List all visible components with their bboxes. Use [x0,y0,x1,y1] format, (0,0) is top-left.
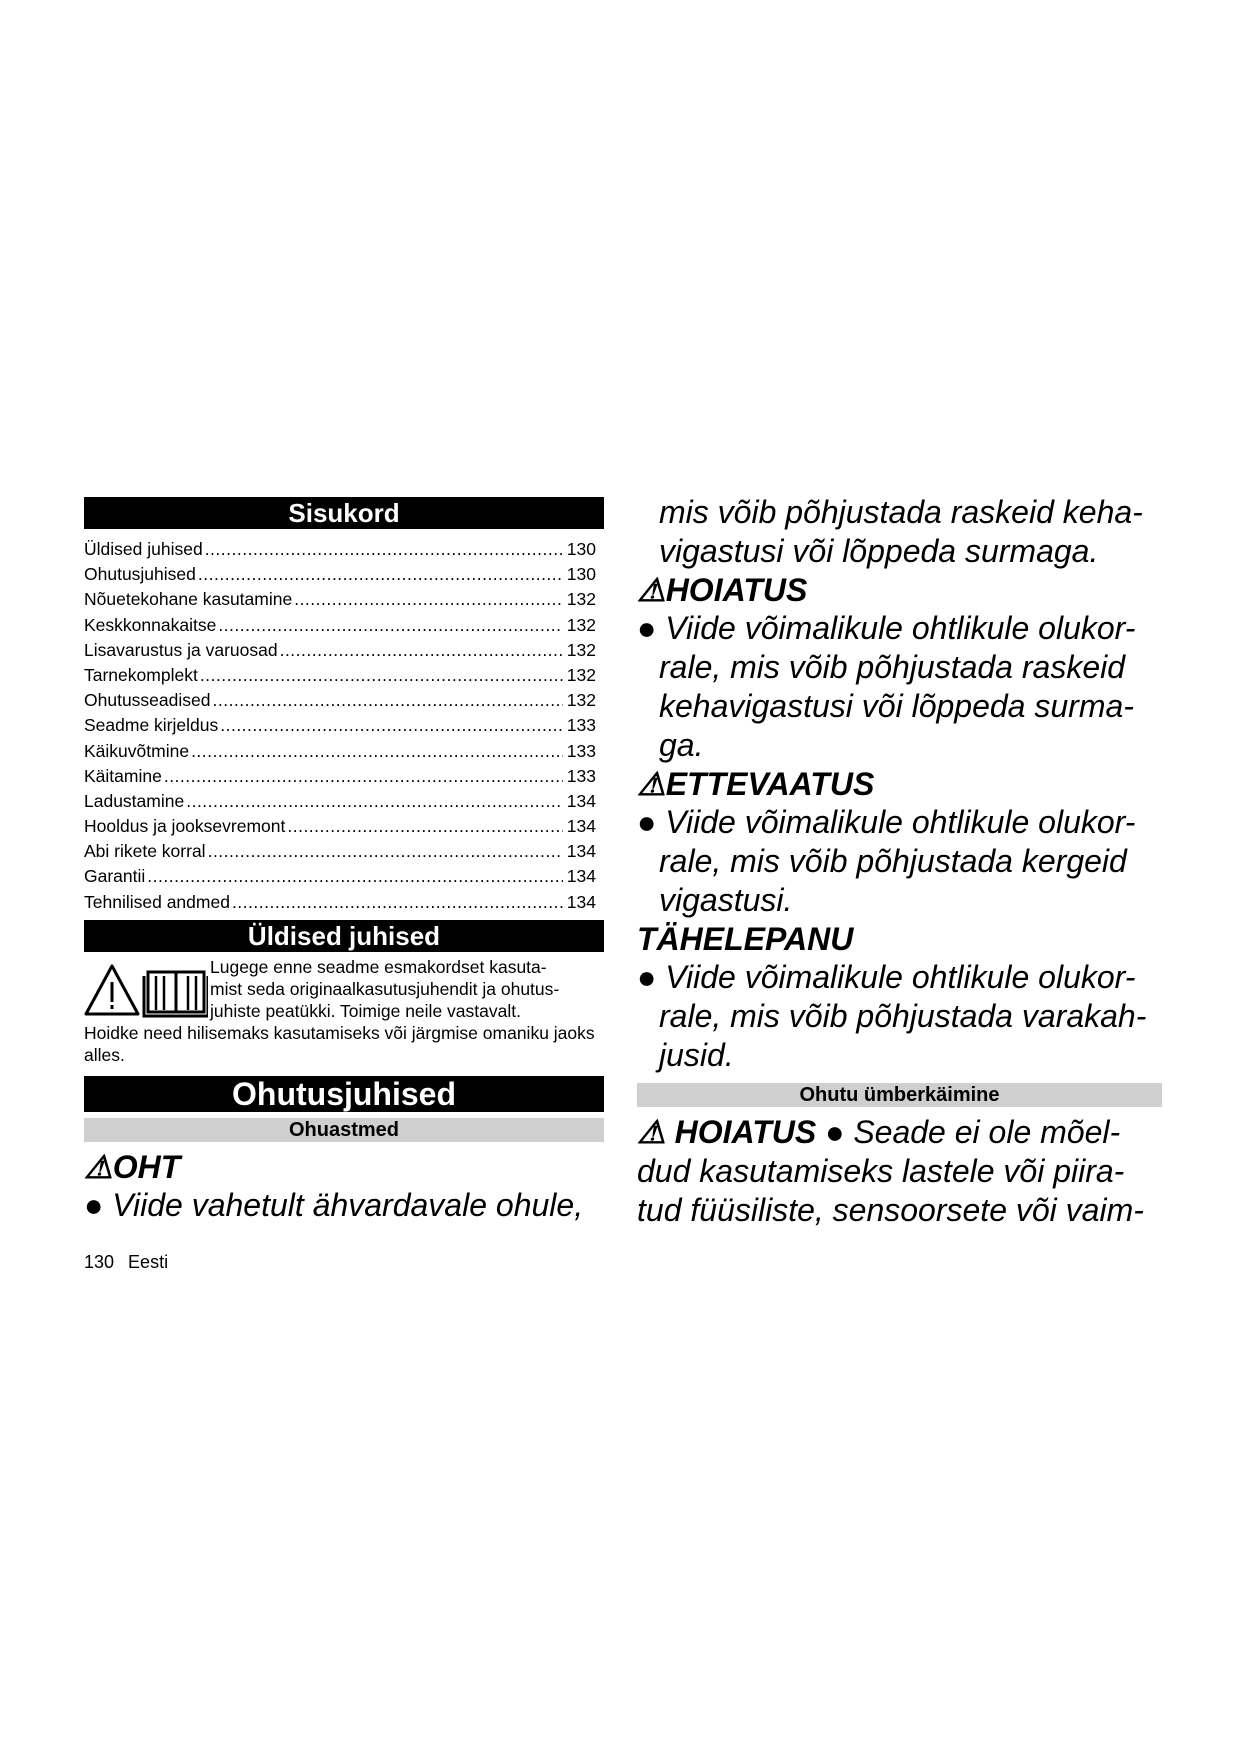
toc-item [84,690,604,715]
toc-item-title: Ohutusseadised [84,690,211,711]
left-column [84,497,604,1225]
toc-item [84,766,604,791]
notice-label: TÄHELEPANU [637,921,854,957]
toc-item-title: Käikuvõtmine [84,740,190,761]
toc-leader [287,816,562,837]
toc-item-title: Käitamine [84,765,162,786]
toc-leader [147,866,563,887]
handling-text-2: dud kasutamiseks lastele või piira- [637,1153,1125,1189]
warning-text-2: rale, mis võib põhjustada raskeid [659,649,1126,685]
toc-item [84,665,604,690]
toc-item-title: Seadme kirjeldus [84,715,219,736]
notice-text-2: rale, mis võib põhjustada varakah- [659,998,1147,1034]
toc-item-title: Üldised juhised [84,539,203,559]
caution-text-3: vigastusi. [659,882,793,918]
toc-leader [208,841,563,862]
toc-item-title: Nõuetekohane kasutamine [84,589,293,610]
toc-item-page: 133 [566,765,596,786]
safety-heading: Ohutusjuhised [84,1076,604,1112]
toc-item-title: Ladustamine [84,790,185,811]
toc-item-title: Garantii [84,866,146,887]
toc-item [84,791,604,816]
handling-warning-label: ⚠ HOIATUS [637,1114,817,1150]
toc-leader [212,690,562,711]
page-footer [84,1252,182,1273]
toc-item-title: Ohutusjuhised [84,564,196,585]
toc-item [84,640,604,665]
general-heading: Üldised juhised [84,920,604,952]
general-text-2: Hoidke need hilisemaks kasutamiseks või järgmise omaniku jaoks alles. [84,1022,595,1065]
toc-item-page: 134 [566,891,596,912]
toc-item-page: 134 [566,816,596,837]
notice-text-3: jusid. [659,1037,734,1073]
toc-leader [200,665,563,686]
footer-language: Eesti [128,1252,169,1272]
warning-label: ⚠HOIATUS [637,572,808,608]
toc-leader [198,564,563,585]
toc-item [84,841,604,866]
warning-text-3: kehavigastusi või lõppeda surma- [659,688,1134,724]
toc-item-title: Lisavarustus ja varuosad [84,639,278,660]
toc-item [84,866,604,891]
warning-and-manual-icon [84,960,208,1020]
danger-label: ⚠OHT [84,1148,181,1185]
toc-item [84,892,604,917]
toc-leader [294,589,563,610]
caution-text-2: rale, mis võib põhjustada kergeid [659,843,1127,879]
toc-item [84,741,604,766]
toc-item [84,816,604,841]
general-intro [84,956,604,1066]
toc-leader [164,766,563,787]
toc-item-title: Tarnekomplekt [84,664,198,685]
toc-item-title: Hooldus ja jooksevremont [84,816,286,837]
toc-item-page: 134 [566,866,596,887]
toc-leader [205,539,563,560]
toc-item-page: 133 [566,715,596,736]
danger-text: ● Viide vahetult ähvardavale ohule, [84,1186,584,1223]
page-number: 130 [84,1252,115,1272]
toc-item-page: 130 [566,564,596,585]
toc-item [84,539,604,564]
toc-item-title: Tehnilised andmed [84,891,230,912]
toc-leader [220,715,563,736]
danger-text-cont-2: vigastusi või lõppeda surmaga. [659,533,1099,569]
toc-leader [280,640,563,661]
toc-item-page: 130 [566,539,596,559]
handling-text-1: ⚠ HOIATUS ● Seade ei ole mõel- [637,1114,1121,1150]
handling-text-3: tud füüsiliste, sensoorsete või vaim- [637,1192,1144,1228]
toc-item [84,715,604,740]
toc-item-title: Abi rikete korral [84,841,206,862]
warning-text-4: ga. [659,727,704,763]
toc-leader [232,892,563,913]
hazard-levels-heading: Ohuastmed [84,1118,604,1142]
safe-handling-heading: Ohutu ümberkäimine [637,1083,1162,1107]
toc-item-page: 132 [566,614,596,635]
toc-item [84,564,604,589]
toc-item-page: 134 [566,841,596,862]
toc-item-page: 133 [566,740,596,761]
table-of-contents [84,539,604,917]
toc-item-title: Keskkonnakaitse [84,614,217,635]
toc-heading: Sisukord [84,497,604,529]
toc-item-page: 132 [566,690,596,711]
toc-item-page: 132 [566,589,596,610]
toc-item-page: 134 [566,790,596,811]
warning-text-1: ● Viide võimalikule ohtlikule olukor- [637,610,1136,646]
caution-label: ⚠ETTEVAATUS [637,766,875,802]
notice-text-1: ● Viide võimalikule ohtlikule olukor- [637,959,1136,995]
right-column [637,493,1162,1230]
danger-text-cont-1: mis võib põhjustada raskeid keha- [659,494,1143,530]
toc-item [84,589,604,614]
toc-leader [218,615,562,636]
toc-item [84,615,604,640]
toc-item-page: 132 [566,639,596,660]
toc-leader [186,791,563,812]
caution-text-1: ● Viide võimalikule ohtlikule olukor- [637,804,1136,840]
toc-item-page: 132 [566,664,596,685]
toc-leader [191,741,563,762]
general-text-1: Lugege enne seadme esmakordset kasuta- mist seda originaalkasutusjuhendit ja ohutus- juhiste peatükki. Toimige neile vastavalt. [210,956,560,1021]
